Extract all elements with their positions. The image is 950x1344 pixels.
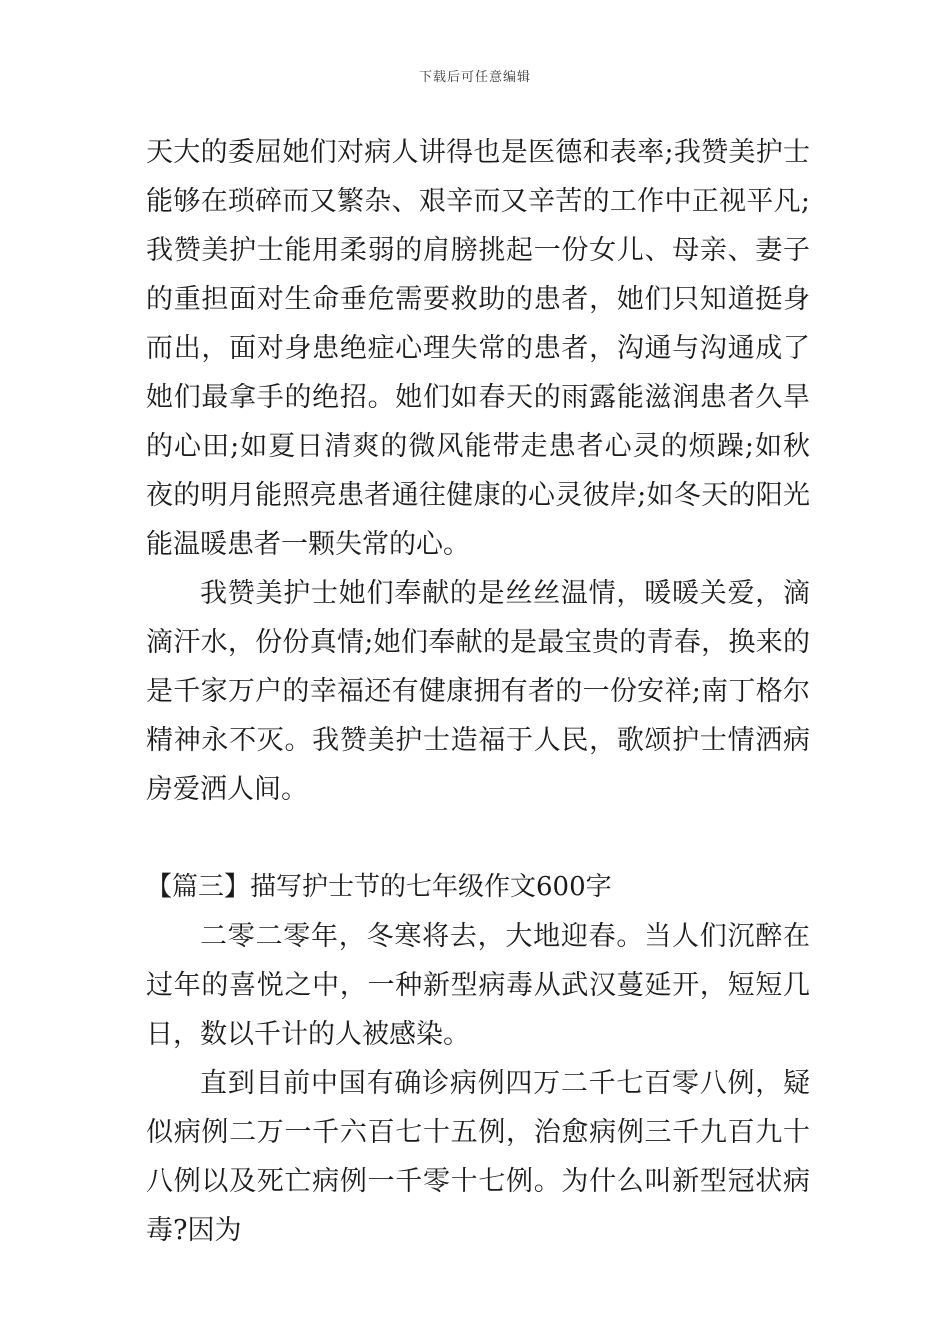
paragraph-4: 直到目前中国有确诊病例四万二千七百零八例，疑似病例二万一千六百七十五例，治愈病例三千九百九十八例以及死亡病例一千零十七例。为什么叫新型冠状病毒?因为 bbox=[146, 1068, 810, 1246]
page-header: 下载后可任意编辑 bbox=[418, 70, 531, 85]
section-title: 【篇三】描写护士节的七年级作文600字 bbox=[146, 872, 612, 902]
paragraph-2: 我赞美护士她们奉献的是丝丝温情，暖暖关爱，滴滴汗水，份份真情;她们奉献的是最宝贵的青春，换来的是千家万户的幸福还有健康拥有者的一份安祥;南丁格尔精神永不灭。我赞美护士造福于人民，歌颂护士情洒病房爱洒人间。 bbox=[146, 578, 810, 805]
paragraph-3: 二零二零年，冬寒将去，大地迎春。当人们沉醉在过年的喜悦之中，一种新型病毒从武汉蔓延开，短短几日，数以千计的人被感染。 bbox=[146, 921, 810, 1050]
section-spacer bbox=[146, 814, 810, 863]
paragraph-1: 天大的委屈她们对病人讲得也是医德和表率;我赞美护士能够在琐碎而又繁杂、艰辛而又辛苦的工作中正视平凡;我赞美护士能用柔弱的肩膀挑起一份女儿、母亲、妻子的重担面对生命垂危需要救助的患者，她们只知道挺身而出，面对身患绝症心理失常的患者，沟通与沟通成了她们最拿手的绝招。她们如春天的雨露能滋润患者久旱的心田;如夏日清爽的微风能带走患者心灵的烦躁;如秋夜的明月能照亮患者通往健康的心灵彼岸;如冬天的阳光能温暖患者一颗失常的心。 bbox=[146, 137, 810, 560]
document-body bbox=[146, 128, 810, 1255]
